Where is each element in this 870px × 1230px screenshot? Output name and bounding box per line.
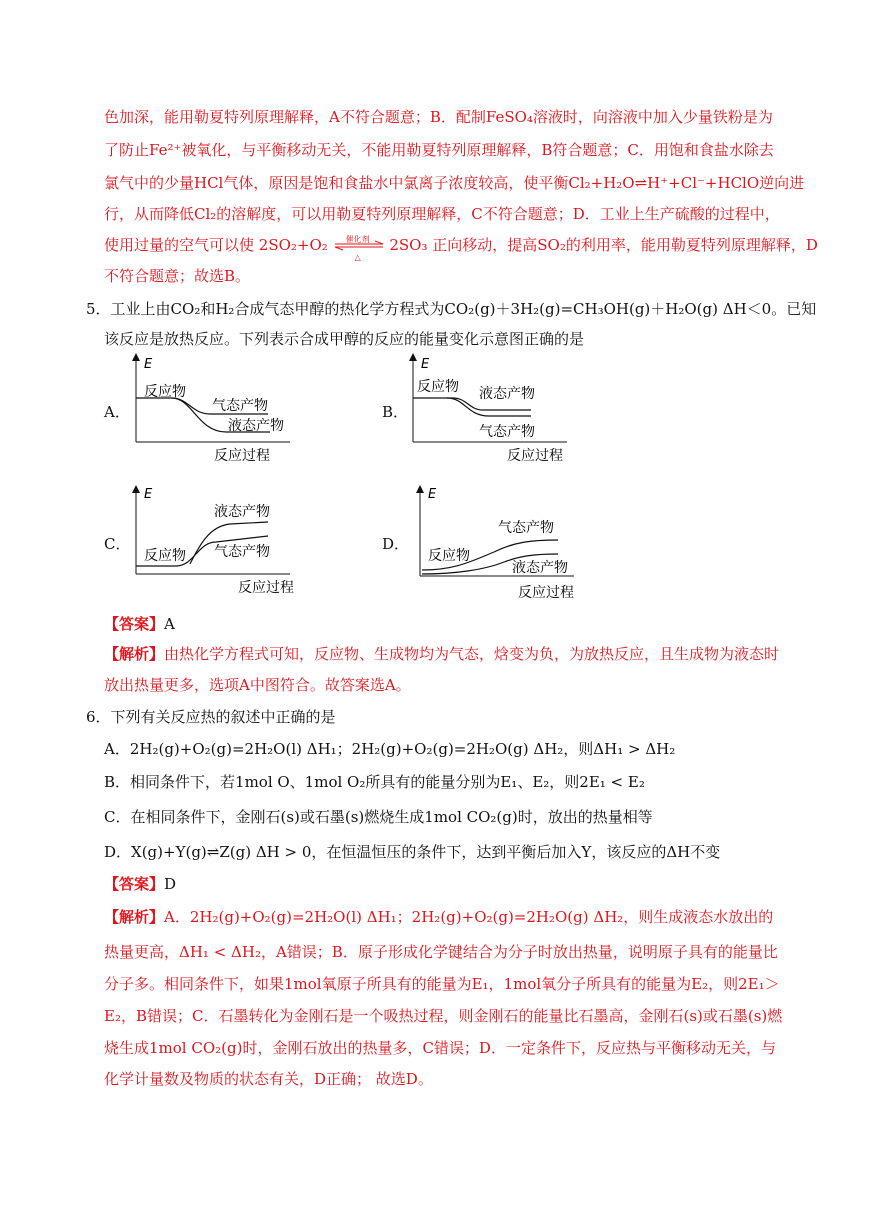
diagram-c [130, 484, 300, 599]
q6-option-b: B．相同条件下，若1mol O、1mol O₂所具有的能量分别为E₁、E₂，则2E₁ < E₂ [104, 773, 645, 791]
equation-left: 使用过量的空气可以使 2SO₂+O₂ [104, 236, 328, 254]
reactant-label: 反应物 [417, 379, 459, 395]
reactant-label: 反应物 [144, 384, 186, 400]
q6-option-a: A．2H₂(g)+O₂(g)=2H₂O(l) ΔH₁；2H₂(g)+O₂(g)=2H₂O(g) ΔH₂，则ΔH₁ > ΔH₂ [104, 740, 676, 758]
upper-product-label: 液态产物 [479, 386, 535, 402]
q6-answer [104, 874, 176, 894]
lower-product-label: 气态产物 [479, 424, 535, 440]
answer-label: 【答案】 [104, 615, 165, 633]
lower-product-label: 气态产物 [214, 544, 270, 560]
analysis-label: 【解析】 [104, 645, 165, 663]
axis-x-label: 反应过程 [238, 580, 294, 596]
question-5-stem-2: 该反应是放热反应。下列表示合成甲醇的反应的能量变化示意图正确的是 [104, 330, 585, 348]
solution-line-3: 氯气中的少量HCl气体，原因是饱和食盐水中氯离子浓度较高，使平衡Cl₂+H₂O⇌H⁺+Cl⁻+HClO逆向进 [104, 174, 805, 192]
question-6-stem: 6．下列有关反应热的叙述中正确的是 [86, 708, 336, 726]
upper-product-label: 气态产物 [498, 520, 554, 536]
q6-analysis-2: 热量更高，ΔH₁ < ΔH₂，A错误；B．原子形成化学键结合为分子时放出热量，说明原子具有的能量比 [104, 943, 778, 961]
q5-answer [104, 614, 175, 634]
axis-x-label: 反应过程 [214, 448, 270, 464]
analysis-text: 由热化学方程式可知，反应物、生成物均为气态，焓变为负，为放热反应，且生成物为液态时 [164, 645, 780, 663]
q6-option-c: C．在相同条件下，金刚石(s)或石墨(s)燃烧生成1mol CO₂(g)时，放出的热量相等 [104, 808, 653, 826]
answer-value: D [164, 875, 177, 893]
upper-product-label: 气态产物 [212, 398, 268, 414]
answer-label: 【答案】 [104, 875, 165, 893]
equation-right: 2SO₃ 正向移动，提高SO₂的利用率，能用勒夏特列原理解释，D [389, 236, 818, 254]
axis-y-label: E [144, 487, 153, 502]
solution-line-1: 色加深，能用勒夏特列原理解释，A不符合题意；B．配制FeSO₄溶液时，向溶液中加入少量铁粉是为 [104, 108, 773, 126]
axis-y-label: E [428, 487, 437, 502]
solution-line-6: 不符合题意；故选B。 [104, 267, 251, 285]
option-b-label: B． [382, 403, 409, 421]
solution-line-4: 行，从而降低Cl₂的溶解度，可以用勒夏特列原理解释，C不符合题意；D．工业上生产硫酸的过程中， [104, 205, 780, 223]
option-a-label: A． [104, 403, 130, 421]
q5-analysis [104, 644, 779, 664]
analysis-text: A．2H₂(g)+O₂(g)=2H₂O(l) ΔH₁；2H₂(g)+O₂(g)=2H₂O(g) ΔH₂，则生成液态水放出的 [164, 908, 774, 926]
option-d-label: D． [382, 535, 410, 553]
reactant-label: 反应物 [428, 548, 470, 564]
q5-analysis-2: 放出热量更多，选项A中图符合。故答案选A。 [104, 676, 411, 694]
diagram-d [414, 484, 584, 604]
reactant-label: 反应物 [144, 548, 186, 564]
diagram-b [407, 352, 577, 467]
catalyst-arrow [333, 235, 385, 262]
lower-product-label: 液态产物 [512, 560, 568, 576]
answer-value: A [164, 615, 175, 633]
q6-option-d: D．X(g)+Y(g)⇌Z(g) ΔH > 0，在恒温恒压的条件下，达到平衡后加入Y，该反应的ΔH不变 [104, 843, 721, 861]
catalyst-label: 催化剂 [345, 235, 370, 244]
q6-analysis-6: 化学计量数及物质的状态有关，D正确； 故选D。 [104, 1070, 433, 1088]
axis-y-label: E [421, 357, 430, 372]
axis-x-label: 反应过程 [507, 448, 563, 464]
q6-analysis-3: 分子多。相同条件下，如果1mol氧原子所具有的能量为E₁，1mol氧分子所具有的能量为E₂，则2E₁＞ [104, 975, 780, 993]
lower-product-label: 液态产物 [228, 418, 284, 434]
upper-product-label: 液态产物 [214, 504, 270, 520]
analysis-label: 【解析】 [104, 908, 165, 926]
axis-x-label: 反应过程 [518, 585, 574, 601]
q6-analysis-4: E₂，B错误；C．石墨转化为金刚石是一个吸热过程，则金刚石的能量比石墨高，金刚石(s)或石墨(s)燃 [104, 1007, 783, 1025]
solution-line-2: 了防止Fe²⁺被氧化，与平衡移动无关，不能用勒夏特列原理解释，B符合题意；C．用饱和食盐水除去 [104, 141, 774, 159]
q6-analysis-1 [104, 907, 773, 927]
q6-analysis-5: 烧生成1mol CO₂(g)时，金刚石放出的热量多，C错误；D．一定条件下，反应热与平衡移动无关，与 [104, 1039, 776, 1057]
axis-y-label: E [144, 357, 153, 372]
solution-line-5 [104, 235, 818, 262]
diagram-a [130, 352, 300, 467]
heat-label: △ [354, 253, 361, 262]
option-c-label: C． [104, 535, 131, 553]
question-5-stem: 5．工业上由CO₂和H₂合成气态甲醇的热化学方程式为CO₂(g)＋3H₂(g)=CH₃OH(g)＋H₂O(g) ΔH＜0。已知 [86, 300, 817, 318]
